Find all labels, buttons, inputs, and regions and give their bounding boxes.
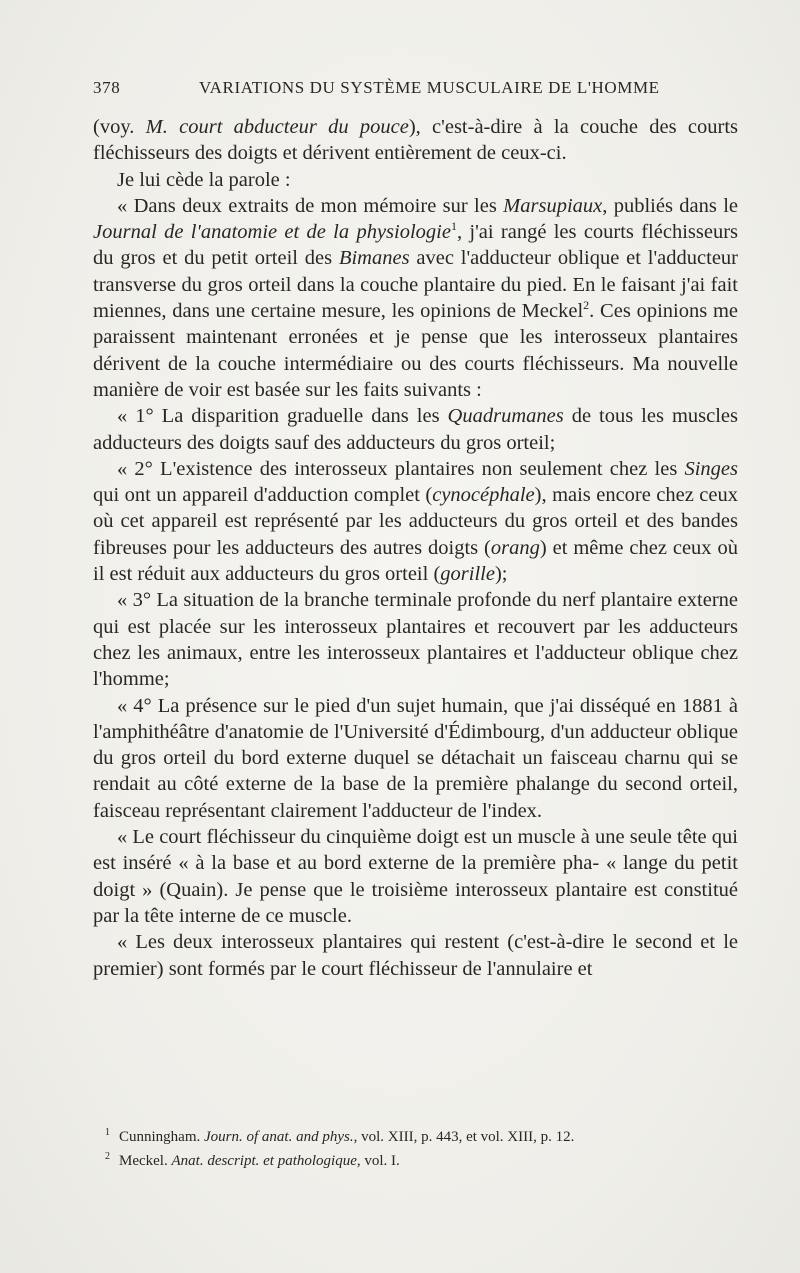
text-run: « 1° La disparition graduelle dans les [117, 405, 448, 428]
page-number: 378 [93, 78, 121, 97]
text-run: , publiés dans le [602, 194, 738, 217]
text-run: Cunningham. [119, 1129, 204, 1145]
italic-text: cynocéphale [432, 484, 535, 507]
italic-text: gorille [440, 563, 495, 586]
text-run: , j'ai rangé les courts fléchisseurs du gros et du petit orteil des [93, 221, 738, 270]
text-run: « 4° La présence sur le pied d'un sujet humain, que j'ai disséqué en 1881 à l'amphithéâtre d'anatomie de l'Université d'Édimbourg, d'un adducteur oblique du gros orteil du bord externe duquel se détachait un faisceau charnu qui se rendait au côté externe de la base de la première phalange du second orteil, faisceau représentant clairement l'adducteur de l'index. [93, 694, 738, 822]
paragraph [93, 929, 738, 982]
paragraph [93, 456, 738, 587]
text-run: avec l'adducteur oblique et l'adducteur transverse du gros orteil dans la couche plantaire du pied. En le faisant j'ai fait miennes, dans une certaine mesure, les opinions de Meckel [93, 247, 738, 323]
italic-text: orang [490, 536, 540, 559]
footnote-mark: 1 [105, 1127, 110, 1138]
body-text [93, 114, 738, 982]
italic-text: Singes [684, 457, 738, 480]
text-run: Meckel. [119, 1153, 172, 1169]
footnote [93, 1125, 738, 1149]
text-run: , vol. XIII, p. 443, et vol. XIII, p. 12. [353, 1129, 575, 1145]
text-run: , vol. I. [356, 1153, 400, 1169]
footnotes [93, 1125, 738, 1173]
text-run: de tous les muscles adducteurs des doigts sauf des adducteurs du gros orteil; [93, 405, 738, 454]
paragraph [93, 403, 738, 456]
footnote-text [109, 1129, 574, 1145]
paragraph [93, 114, 738, 167]
paragraph [93, 167, 738, 193]
paragraph [93, 587, 738, 692]
text-run: (voy. [93, 116, 146, 138]
text-run: Je lui cède la parole : [117, 168, 291, 191]
text-run: ), mais encore chez ceux où cet appareil est représenté par les adducteurs du gros orteil et des bandes fibreuses pour les adducteurs des autres doigts ( [93, 484, 738, 559]
italic-text: Quadrumanes [447, 405, 564, 428]
paragraph [93, 693, 738, 824]
italic-text: Journ. of anat. and phys. [204, 1129, 354, 1145]
footnote-ref: 1 [450, 219, 457, 234]
italic-text: Marsupiaux [503, 194, 603, 217]
text-run: « 3° La situation de la branche terminale profonde du nerf plantaire externe qui est placée sur les interosseux plantaires et recouvert par les adducteurs chez les animaux, entre les interosseux plantaires et l'adducteur oblique chez l'homme; [93, 589, 738, 691]
text-run: ), c'est-à-dire à la couche des courts fléchisseurs des doigts et dérivent entièrement de ceux-ci. [93, 116, 739, 165]
text-run: qui ont un appareil d'adduction complet ( [93, 484, 433, 507]
running-title: VARIATIONS DU SYSTÈME MUSCULAIRE DE L'HOMME [199, 78, 660, 97]
text-run: ); [494, 563, 508, 586]
text-run: « Dans deux extraits de mon mémoire sur les [117, 194, 504, 217]
text-run: « 2° L'existence des interosseux plantaires non seulement chez les [117, 457, 685, 480]
paragraph [93, 193, 738, 403]
footnote-ref: 2 [583, 298, 590, 313]
italic-text: M. court abducteur du pouce [145, 116, 409, 138]
text-run: . Ces opinions me paraissent maintenant erronées et je pense que les interosseux plantaires dérivent de la couche intermédiaire ou des courts fléchisseurs. Ma nouvelle manière de voir est basée sur les faits suivants : [93, 300, 738, 401]
text-run: ) et même chez ceux où il est réduit aux adducteurs du gros orteil ( [93, 536, 738, 586]
italic-text: Journal de l'anatomie et de la physiologie [93, 221, 451, 244]
text-run: « Le court fléchisseur du cinquième doigt est un muscle à une seule tête qui est inséré « à la base et au bord externe de la première pha- « lange du petit doigt » (Quain). Je pense que le troisième interosseux plantaire est constitué par la tête interne de ce muscle. [93, 826, 738, 927]
italic-text: Anat. descript. et pathologique [171, 1153, 357, 1169]
page-header [93, 78, 738, 102]
italic-text: Bimanes [338, 247, 410, 270]
paragraph [93, 824, 738, 929]
footnote [93, 1149, 738, 1173]
text-run: « Les deux interosseux plantaires qui restent (c'est-à-dire le second et le premier) sont formés par le court fléchisseur de l'annulaire et [93, 931, 738, 980]
footnote-text [109, 1153, 400, 1169]
footnote-mark: 2 [105, 1151, 110, 1162]
